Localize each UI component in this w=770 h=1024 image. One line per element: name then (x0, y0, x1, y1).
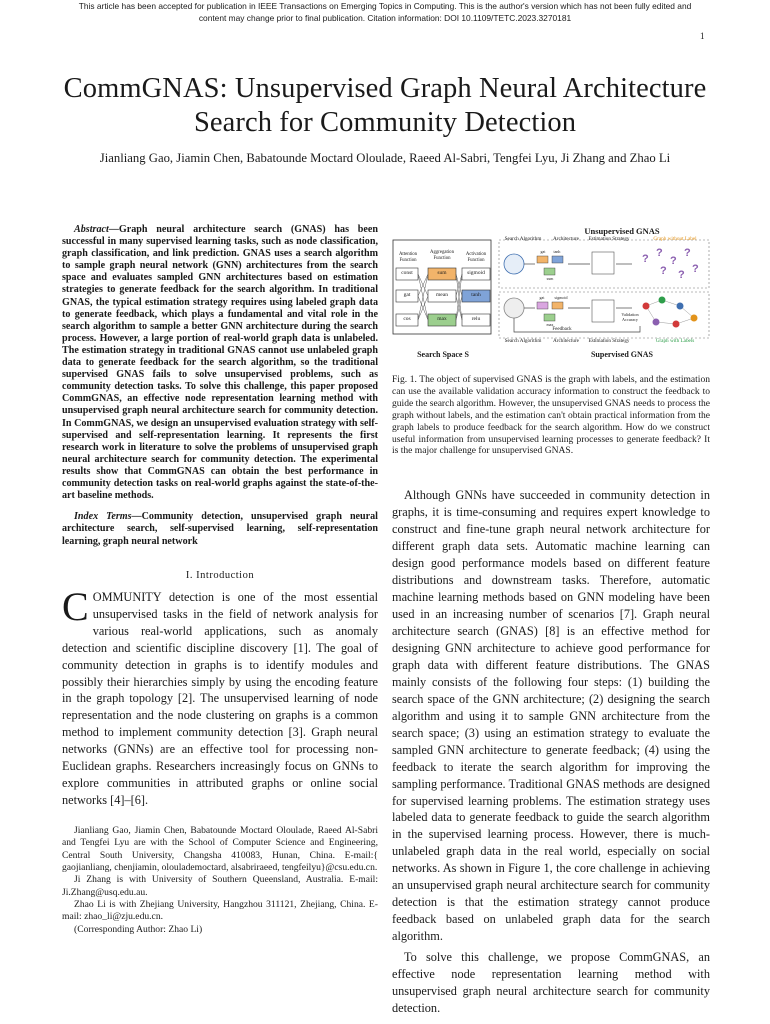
index-terms-text: —Community detection, unsupervised graph neural architecture search, self-supervised learning, self-representation learning, graph neural network (62, 511, 378, 547)
question-mark-icon: ? (656, 247, 663, 259)
question-mark-icon: ? (692, 263, 699, 275)
graph-node (643, 303, 650, 310)
figure-1 (392, 226, 710, 366)
search-algorithm-icon (504, 298, 524, 318)
mini-op (537, 256, 548, 263)
feedback-label: Feedback (552, 327, 572, 332)
op-label: sum (437, 270, 447, 276)
mini-op-label: tanh (553, 249, 561, 254)
search-space-label: Search Space S (417, 350, 469, 359)
mini-op (552, 302, 563, 309)
search-algorithm-icon (504, 254, 524, 274)
affiliation-footnote (62, 825, 378, 936)
op-label: gat (403, 292, 411, 298)
question-mark-icon: ? (642, 253, 649, 265)
graph-node (653, 319, 660, 326)
figure-bottom-label: Architecture (553, 338, 579, 344)
author-list: Jianliang Gao, Jiamin Chen, Babatounde Moctard Oloulade, Raeed Al-Sabri, Tengfei Lyu, Ji Zhang and Zhao Li (99, 151, 671, 165)
question-mark-icon: ? (670, 255, 677, 267)
graph-node (677, 303, 684, 310)
drop-cap: C (62, 583, 89, 629)
intro-paragraph-1 (62, 583, 378, 809)
mini-op (537, 302, 548, 309)
section-heading-introduction: I. Introduction (185, 569, 255, 581)
abstract-text: —Graph neural architecture search (GNAS) has been successful in many supervised learning tasks, such as node classification, graph classification, and link prediction. GNAS uses a search algorithm to sample graph neural network (GNN) architectures from the search space and evaluates sampled GNN architectures based on estimation strategies to generate feedback for the search algorithm. In traditional GNAS, the typical estimation strategy requires using labeled graph data to generate feedback, which plays a fundamental and vital role in the search algorithm to sample a better GNN architecture during the search process. However, a large portion of real-world graph data is unlabeled. The estimation strategy in traditional GNAS cannot use unlabeled graph data to generate feedback for the search algorithm, so the traditional supervised GNAS fails to solve unsupervised problems, such as community detection tasks. To solve this challenge, this paper proposed CommGNAS, an effective node representation learning method with unsupervised graph neural architecture search for community detection. In CommGNAS, we design an unsupervised evaluation strategy with self-supervised and self-representation learning. It represents the first research work in literature to solve the problems of unsupervised graph neural architecture search for community detection. The experimental results show that CommGNAS can obtain the best performance in community detection tasks on real-world graphs against the state-of-the-art baseline methods. (62, 224, 378, 502)
mini-op-label: gat (539, 295, 545, 300)
op-label: const (401, 270, 413, 276)
op-label: cos (403, 316, 411, 322)
op-label: relu (471, 316, 481, 322)
mini-op-label: gat (540, 249, 546, 254)
figure-top-label: Graph without Label (653, 236, 697, 242)
col-header: Aggregation Function (430, 250, 454, 261)
mini-op-label: sigmoid (554, 295, 568, 300)
paper-title: CommGNAS: Unsupervised Graph Neural Architecture Search for Community Detection (63, 73, 707, 138)
figure-top-title: Unsupervised GNAS (584, 226, 660, 236)
graph-node (691, 315, 698, 322)
intro-paragraph-1-text: OMMUNITY detection is one of the most essential unsupervised tasks in the field of network analysis for various real-world applications, such as anomaly detection and scientific discipline discovery [1]. The goal of community detection in graphs is to identify modules and possibly their hierarchies simply by using the encoding feature in the graph topology [2]. The unsupervised learning of node representation and the node clustering on graphs is a common method to implement community detection [3]. Graph neural networks (GNNs) are an effective tool for processing non-Euclidean graphs. Researchers increasingly focus on GNNs to explore communities in attributed graphs or online social networks [4]–[6]. (62, 589, 378, 808)
right-column (392, 226, 710, 1017)
publication-banner: This article has been accepted for publication in IEEE Transactions on Emerging Topics in Computing. This is the author's version which has not been fully edited and content may change prior to final publication. Citation information: DOI 10.1109/TETC.2023.3270181 (78, 1, 692, 23)
question-mark-icon: ? (678, 269, 685, 281)
op-label: max (437, 316, 447, 322)
question-mark-icon: ? (660, 265, 667, 277)
op-label: sigmoid (467, 270, 485, 276)
figure-bottom-label: Estimation Strategy (588, 338, 630, 344)
graph-node (673, 321, 680, 328)
op-label: tanh (471, 292, 481, 298)
figure-top-label: Architecture (553, 236, 579, 242)
intro-paragraph-3: To solve this challenge, we propose CommGNAS, an effective node representation learning method with unsupervised graph neural architecture search for community detection. (392, 950, 710, 1015)
figure-caption: Fig. 1. The object of supervised GNAS is the graph with labels, and the estimation can use the available validation accuracy information to construct the feedback to guide the search algorithm. However, the unsupervised GNAS needs to process the graph without labels, and the estimation can't obtain practical information from the graph labels to produce feedback for the search algorithm. How do we construct useful information from unsupervised learning processes to generate feedback? It is the major challenge for unsupervised GNAS. (392, 374, 710, 457)
mini-op-label: sum (546, 276, 554, 281)
col-header: Activation Function (465, 252, 487, 263)
figure-top-label: Search Algorithm (504, 236, 542, 242)
graph-node (659, 297, 666, 304)
col-header: Attention Function (398, 252, 418, 263)
mini-op (544, 314, 555, 321)
abstract-label: Abstract (74, 224, 109, 235)
figure-top-label: Estimation Strategy (588, 236, 630, 242)
mini-op (544, 268, 555, 275)
estimation-doc-icon (592, 300, 614, 322)
question-mark-icon: ? (684, 247, 691, 259)
mini-op-label: max (546, 322, 554, 327)
figure-bottom-label: Graph with Labels (655, 338, 695, 344)
index-terms (62, 511, 378, 548)
estimation-doc-icon (592, 252, 614, 274)
footnote-line: Zhao Li is with Zhejiang University, Hangzhou 311121, Zhejiang, China. E-mail: zhao_li@zju.edu.cn. (62, 898, 378, 923)
left-column (62, 224, 378, 936)
figure-bottom-label: Search Algorithm (504, 338, 542, 344)
op-label: mean (436, 292, 448, 298)
mini-op (552, 256, 563, 263)
supervised-gnas-label: Supervised GNAS (590, 350, 653, 359)
footnote-line: (Corresponding Author: Zhao Li) (74, 923, 203, 935)
intro-paragraph-2: Although GNNs have succeeded in community detection in graphs, it is time-consuming and requires expert knowledge to construct and fine-tune graph neural network architecture for different graph data sets. Automatic machine learning can design good performance models based on different feature distributions and downstream tasks. Therefore, automatic machine learning methods based on GNN modeling have been used in an increasing number of scenarios [7]. Graph neural architecture search (GNAS) [8] is an effective method for designing GNN architecture to achieve good performance for graph data with different feature distributions. The GNAS mainly consists of the following four steps: (1) building the search space of the GNN architecture; (2) designing the search algorithm and using it to sample GNN architecture from the search space; (3) using an estimation strategy to evaluate the sampled GNN architecture to generate feedback; (4) using the feedback to iterate the search algorithm for improving the sampling performance. Traditional GNAS methods are designed for supervised learning problems. The estimation strategy uses labeled data to generate feedback to guide the search algorithm in the supervised learning process. However, there is much-unlabeled graph data in the real world, especially on social networks. As shown in Figure 1, the core challenge in achieving an unsupervised graph neural architecture search for community detection is that the estimation strategy cannot produce feedback based on unlabeled graph data for the search algorithm. (392, 488, 710, 944)
index-terms-label: Index Terms (74, 511, 132, 523)
footnote-line: Jianliang Gao, Jiamin Chen, Babatounde Moctard Oloulade, Raeed Al-Sabri and Tengfei Lyu are with the School of Computer Science and Engineering, Central South University, Changsha 410083, Hunan, China. E-mail:{ gaojianliang, chenjiamin, oloulademoctard, alsabriraeed, tengfeilyu}@csu.edu.cn. (62, 825, 378, 874)
footnote-line: Ji Zhang is with University of Southern Queensland, Australia. E-mail: Ji.Zhang@usq.edu.au. (62, 874, 378, 898)
page-number: 1 (700, 31, 705, 41)
abstract (62, 224, 378, 502)
validation-label: Validation Accuracy (621, 312, 639, 322)
